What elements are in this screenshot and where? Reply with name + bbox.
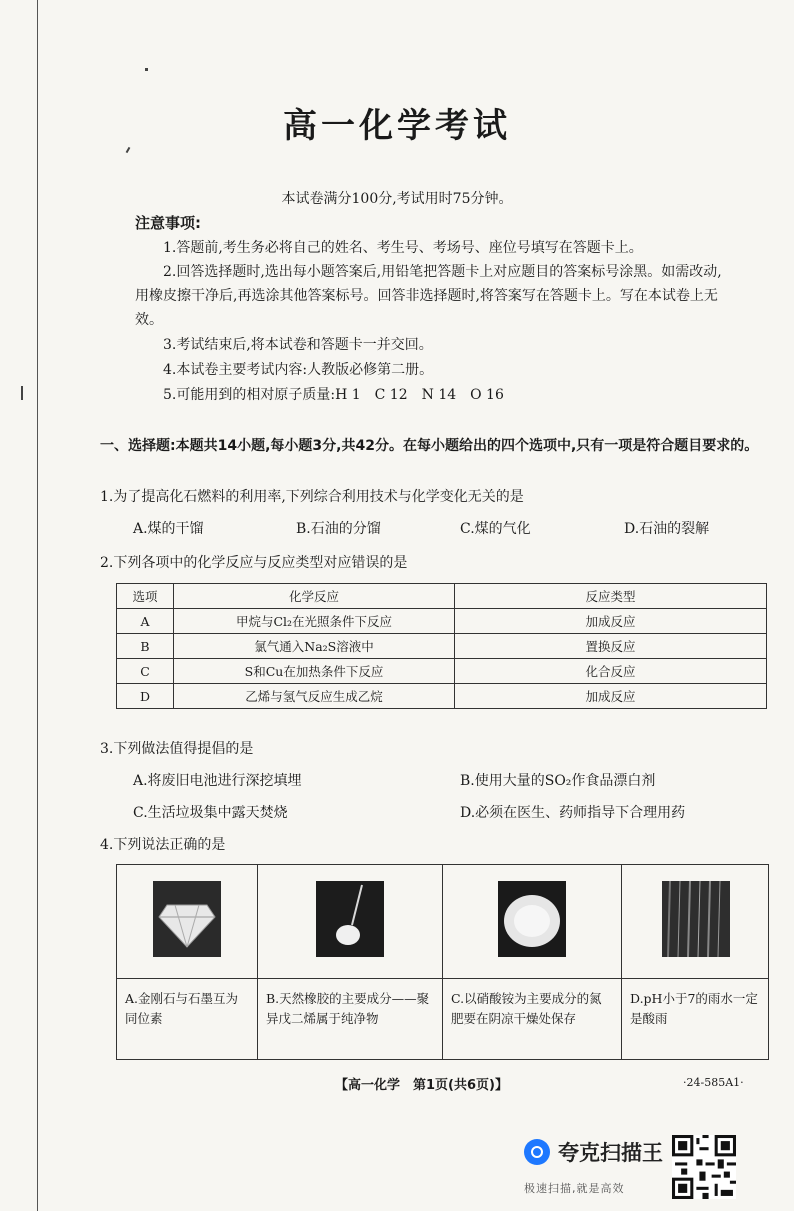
q3-option-c: C.生活垃圾集中露天焚烧 — [133, 805, 288, 821]
question-2-stem: 2.下列各项中的化学反应与反应类型对应错误的是 — [100, 555, 408, 571]
reaction-table — [116, 583, 767, 709]
table-cell: 乙烯与氢气反应生成乙烷 — [174, 684, 455, 709]
table-header: 化学反应 — [174, 584, 455, 609]
table-header: 选项 — [117, 584, 174, 609]
q4-option-cell — [258, 865, 443, 1059]
rain-photo — [662, 881, 730, 957]
q1-option-d: D.石油的裂解 — [624, 521, 710, 537]
table-row — [117, 634, 767, 659]
q4-option-cell — [443, 865, 622, 1059]
scanner-brand-name: 夸克扫描王 — [558, 1141, 663, 1165]
table-cell: 置换反应 — [455, 634, 767, 659]
table-cell: 甲烷与Cl₂在光照条件下反应 — [174, 609, 455, 634]
scanner-watermark — [524, 1137, 663, 1167]
table-cell: 加成反应 — [455, 609, 767, 634]
table-cell: C — [117, 659, 174, 684]
scan-speck — [21, 386, 23, 400]
q3-option-a: A.将废旧电池进行深挖填埋 — [133, 773, 302, 789]
scanner-logo-icon — [524, 1139, 550, 1165]
section-heading: 一、选择题:本题共14小题,每小题3分,共42分。在每小题给出的四个选项中,只有一项是符合题目要求的。 — [100, 438, 759, 454]
table-cell: B — [117, 634, 174, 659]
page-footer: 【高一化学 第1页(共6页)】 — [335, 1078, 508, 1093]
question-4-stem: 4.下列说法正确的是 — [100, 837, 226, 853]
exam-subtitle: 本试卷满分100分,考试用时75分钟。 — [281, 191, 513, 207]
q4-option-table — [116, 864, 769, 1060]
question-3-stem: 3.下列做法值得提倡的是 — [100, 741, 254, 757]
table-cell: D — [117, 684, 174, 709]
note-item: 4.本试卷主要考试内容:人教版必修第二册。 — [163, 362, 434, 378]
qr-code-icon — [672, 1135, 736, 1199]
q1-option-b: B.石油的分馏 — [296, 521, 381, 537]
scan-speck — [126, 147, 131, 153]
table-header-row — [117, 584, 767, 609]
binding-margin-line — [37, 0, 38, 1211]
scan-speck — [145, 68, 148, 71]
note-item: 3.考试结束后,将本试卷和答题卡一并交回。 — [163, 337, 433, 353]
table-cell: 氯气通入Na₂S溶液中 — [174, 634, 455, 659]
q1-option-a: A.煤的干馏 — [133, 521, 204, 537]
q4-option-c: C.以硝酸铵为主要成分的氮肥要在阴凉干燥处保存 — [443, 978, 621, 1029]
diamond-photo — [153, 881, 221, 957]
table-row — [117, 609, 767, 634]
table-header: 反应类型 — [455, 584, 767, 609]
q4-option-cell — [117, 865, 258, 1059]
table-cell: 化合反应 — [455, 659, 767, 684]
q4-option-d: D.pH小于7的雨水一定是酸雨 — [622, 978, 769, 1029]
fertilizer-photo — [498, 881, 566, 957]
exam-code: ·24-585A1· — [683, 1076, 744, 1089]
scanner-tagline: 极速扫描,就是高效 — [524, 1182, 625, 1195]
exam-title: 高一化学考试 — [283, 106, 511, 146]
question-1-stem: 1.为了提高化石燃料的利用率,下列综合利用技术与化学变化无关的是 — [100, 489, 524, 505]
table-row — [117, 659, 767, 684]
q3-option-d: D.必须在医生、药师指导下合理用药 — [460, 805, 686, 821]
note-item: 1.答题前,考生务必将自己的姓名、考生号、考场号、座位号填写在答题卡上。 — [163, 240, 643, 256]
q3-option-b: B.使用大量的SO₂作食品漂白剂 — [460, 773, 656, 789]
note-item: 5.可能用到的相对原子质量:H 1 C 12 N 14 O 16 — [163, 387, 504, 403]
table-cell: A — [117, 609, 174, 634]
q4-option-a: A.金刚石与石墨互为同位素 — [117, 978, 257, 1029]
q4-option-b: B.天然橡胶的主要成分——聚异戊二烯属于纯净物 — [258, 978, 442, 1029]
notes-heading: 注意事项: — [135, 214, 201, 232]
q4-option-cell — [622, 865, 769, 1059]
rubber-photo — [316, 881, 384, 957]
table-cell: 加成反应 — [455, 684, 767, 709]
q1-option-c: C.煤的气化 — [460, 521, 531, 537]
table-cell: S和Cu在加热条件下反应 — [174, 659, 455, 684]
note-item: 2.回答选择题时,选出每小题答案后,用铅笔把答题卡上对应题目的答案标号涂黑。如需改动,用橡皮擦干净后,再选涂其他答案标号。回答非选择题时,将答案写在答题卡上。写在本试卷上无效。 — [135, 264, 722, 328]
table-row — [117, 684, 767, 709]
